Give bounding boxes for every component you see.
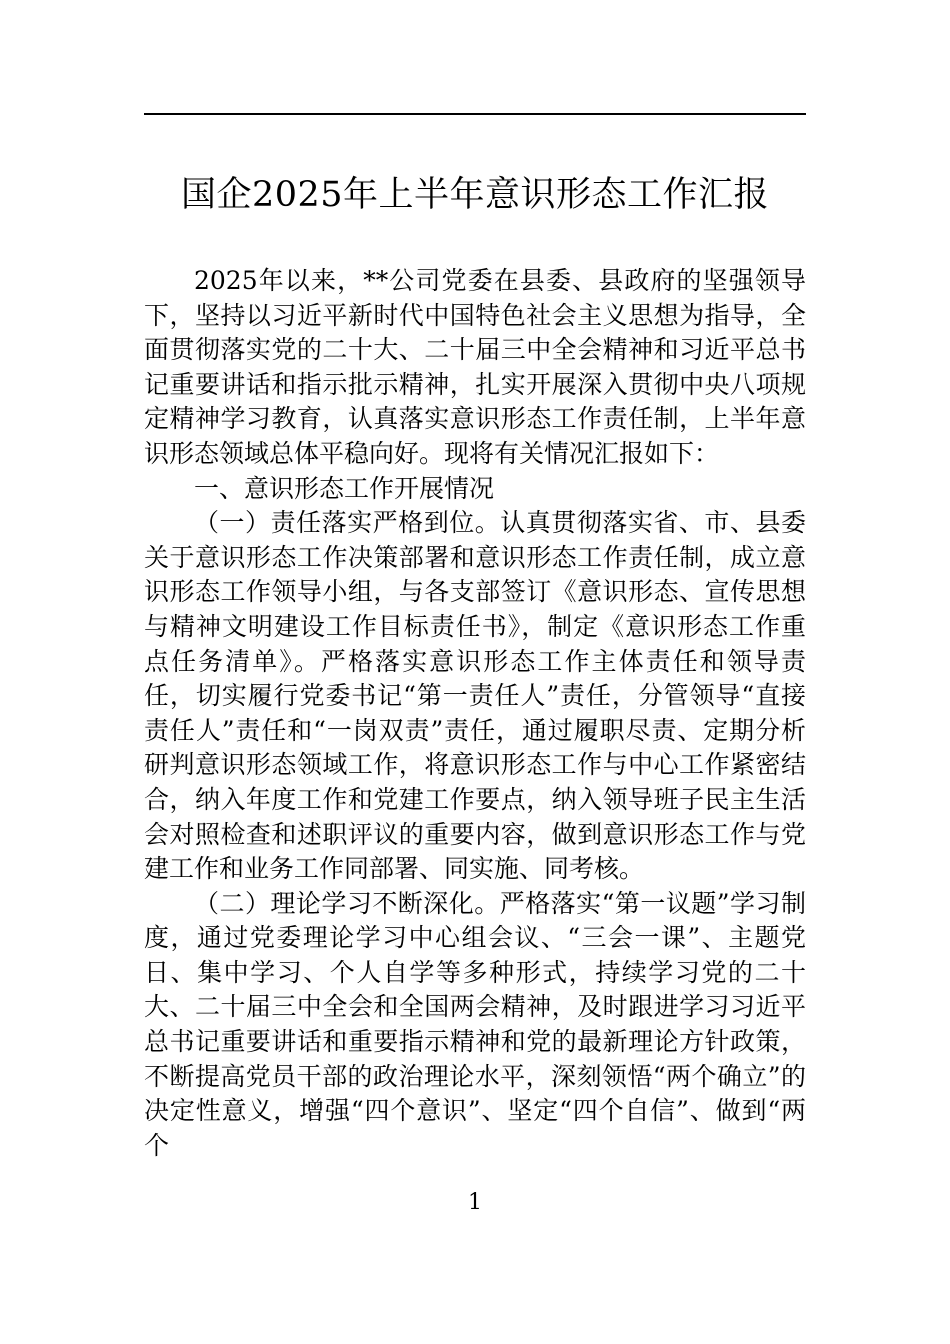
page-number: 1 [468, 1190, 482, 1215]
document-title: 国企2025年上半年意识形态工作汇报 [180, 175, 770, 215]
theory-study-paragraph: （二）理论学习不断深化。严格落实“第一议题”学习制度，通过党委理论学习中心组会议、“三会一课”、主题党日、集中学习、个人自学等多种形式，持续学习党的二十大、二十届三中全会和全国两会精神，及时跟进学习习近平总书记重要讲话和重要指示精神和党的最新理论方针政策，不断提高党员干部的政治理论水平，深刻领悟“两个确立”的决定性意义，增强“四个意识”、坚定“四个自信”、做到“两个 [144, 888, 806, 1160]
document-body [144, 264, 806, 1163]
responsibility-paragraph: （一）责任落实严格到位。认真贯彻落实省、市、县委关于意识形态工作决策部署和意识形态工作责任制，成立意识形态工作领导小组，与各支部签订《意识形态、宣传思想与精神文明建设工作目标责任书》，制定《意识形态工作重点任务清单》。严格落实意识形态工作主体责任和领导责任，切实履行党委书记“第一责任人”责任，分管领导“直接责任人”责任和“一岗双责”责任，通过履职尽责、定期分析研判意识形态领域工作，将意识形态工作与中心工作紧密结合，纳入年度工作和党建工作要点，纳入领导班子民主生活会对照检查和述职评议的重要内容，做到意识形态工作与党建工作和业务工作同部署、同实施、同考核。 [144, 508, 806, 884]
section-heading: 一、意识形态工作开展情况 [194, 473, 495, 503]
header-rule [144, 113, 806, 115]
intro-paragraph: 2025年以来，**公司党委在县委、县政府的坚强领导下，坚持以习近平新时代中国特色社会主义思想为指导，全面贯彻落实党的二十大、二十届三中全会精神和习近平总书记重要讲话和指示批示精神，扎实开展深入贯彻中央八项规定精神学习教育，认真落实意识形态工作责任制，上半年意识形态领域总体平稳向好。现将有关情况汇报如下： [144, 266, 806, 468]
